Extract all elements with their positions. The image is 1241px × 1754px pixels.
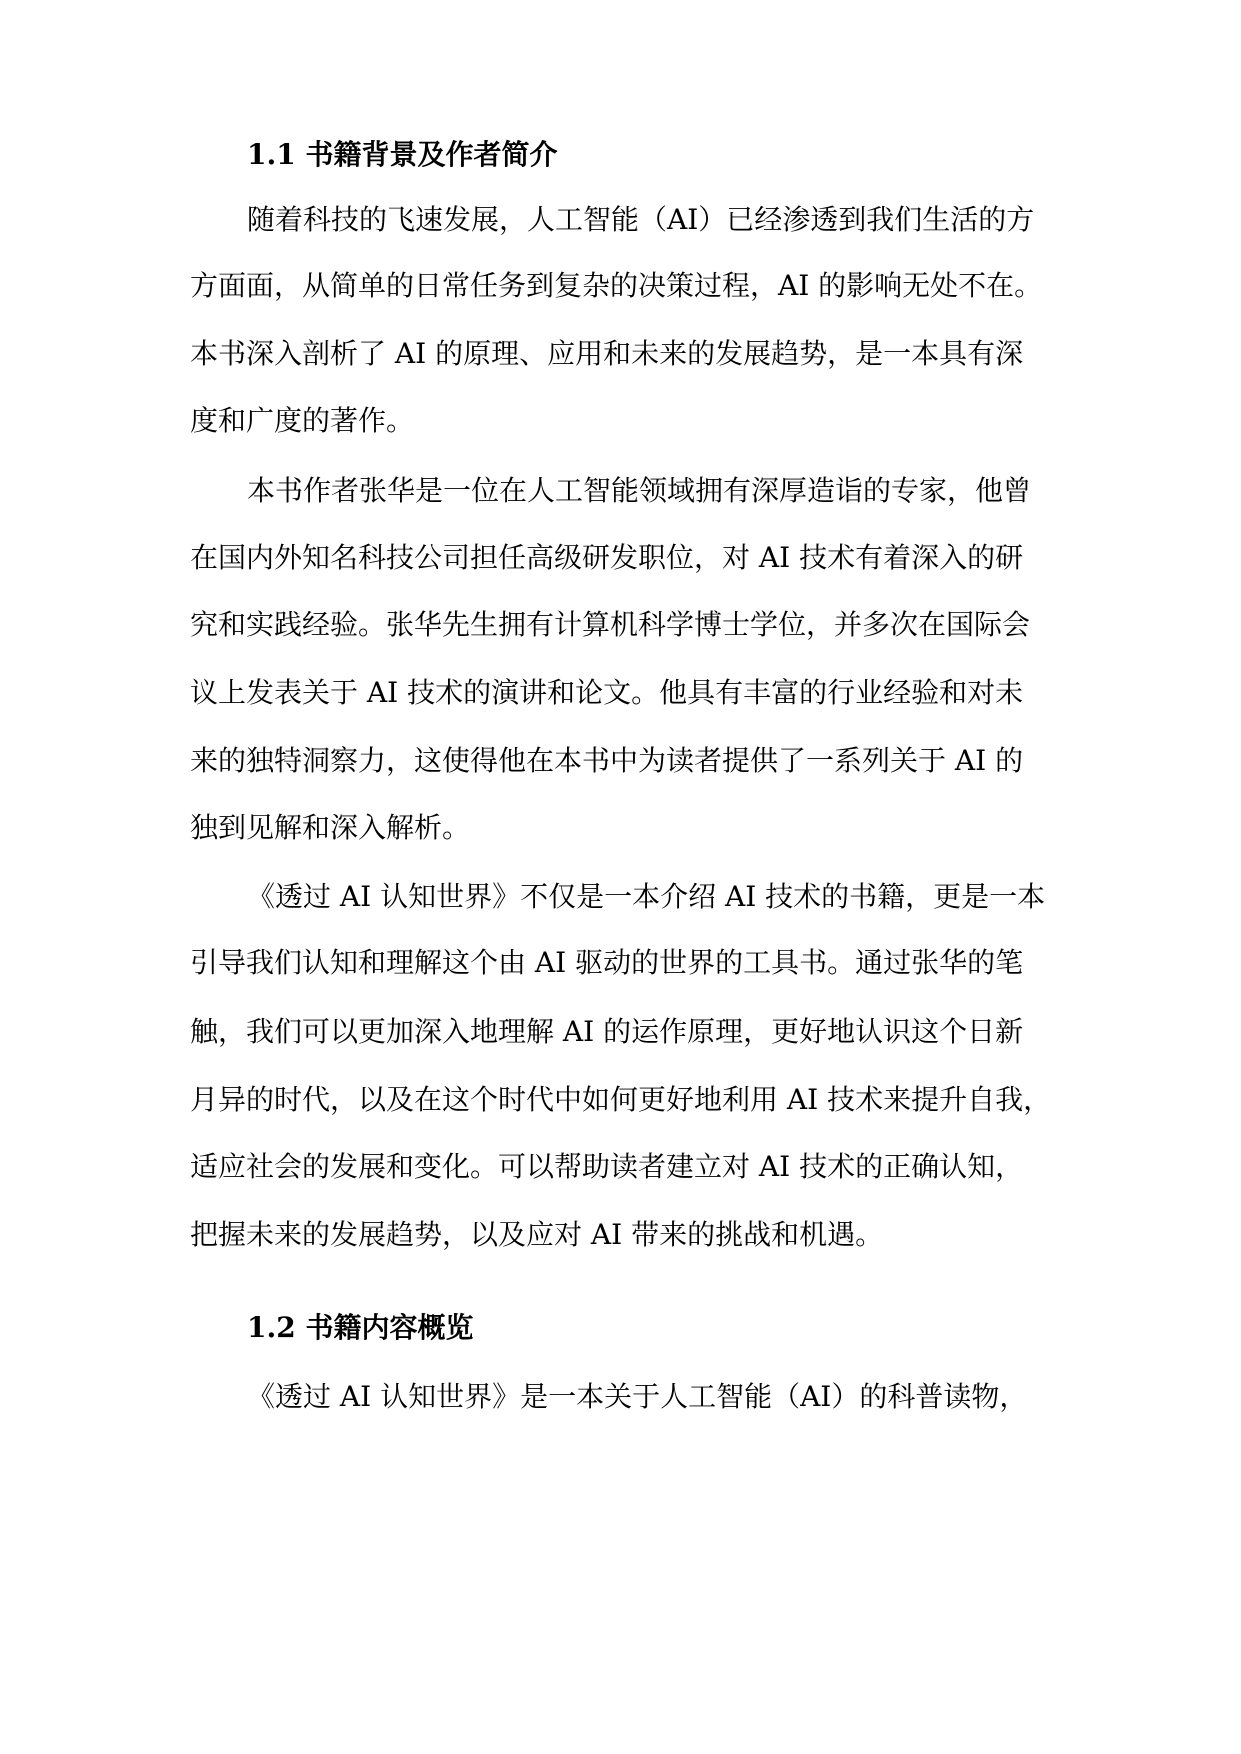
paragraph-line: 本书深入剖析了 AI 的原理、应用和未来的发展趋势，是一本具有深 [190,337,1024,370]
paragraph-line: 议上发表关于 AI 技术的演讲和论文。他具有丰富的行业经验和对未 [190,676,1024,709]
paragraph-line: 月异的时代，以及在这个时代中如何更好地利用 AI 技术来提升自我， [190,1083,1052,1116]
paragraph-line: 独到见解和深入解析。 [190,811,471,844]
paragraph-line: 触，我们可以更加深入地理解 AI 的运作原理，更好地认识这个日新 [190,1015,1024,1048]
paragraph-line: 适应社会的发展和变化。可以帮助读者建立对 AI 技术的正确认知， [190,1150,1024,1183]
section-heading-1-2: 1.2 书籍内容概览 [247,1311,474,1344]
paragraph-line: 《透过 AI 认知世界》是一本关于人工智能（AI）的科普读物， [247,1380,1028,1413]
paragraph-line: 在国内外知名科技公司担任高级研发职位，对 AI 技术有着深入的研 [190,541,1024,574]
paragraph-line: 随着科技的飞速发展，人工智能（AI）已经渗透到我们生活的方 [247,203,1035,236]
section-heading-1-1: 1.1 书籍背景及作者简介 [247,138,558,171]
paragraph-line: 方面面，从简单的日常任务到复杂的决策过程，AI 的影响无处不在。 [190,269,1043,302]
paragraph-line: 把握未来的发展趋势，以及应对 AI 带来的挑战和机遇。 [190,1218,884,1251]
paragraph-line: 本书作者张华是一位在人工智能领域拥有深厚造诣的专家，他曾 [247,474,1032,507]
paragraph-line: 来的独特洞察力，这使得他在本书中为读者提供了一系列关于 AI 的 [190,744,1024,777]
paragraph-line: 引导我们认知和理解这个由 AI 驱动的世界的工具书。通过张华的笔 [190,946,1024,979]
paragraph-line: 度和广度的著作。 [190,404,415,437]
paragraph-line: 究和实践经验。张华先生拥有计算机科学博士学位，并多次在国际会 [190,608,1031,641]
paragraph-line: 《透过 AI 认知世界》不仅是一本介绍 AI 技术的书籍，更是一本 [247,880,1046,913]
